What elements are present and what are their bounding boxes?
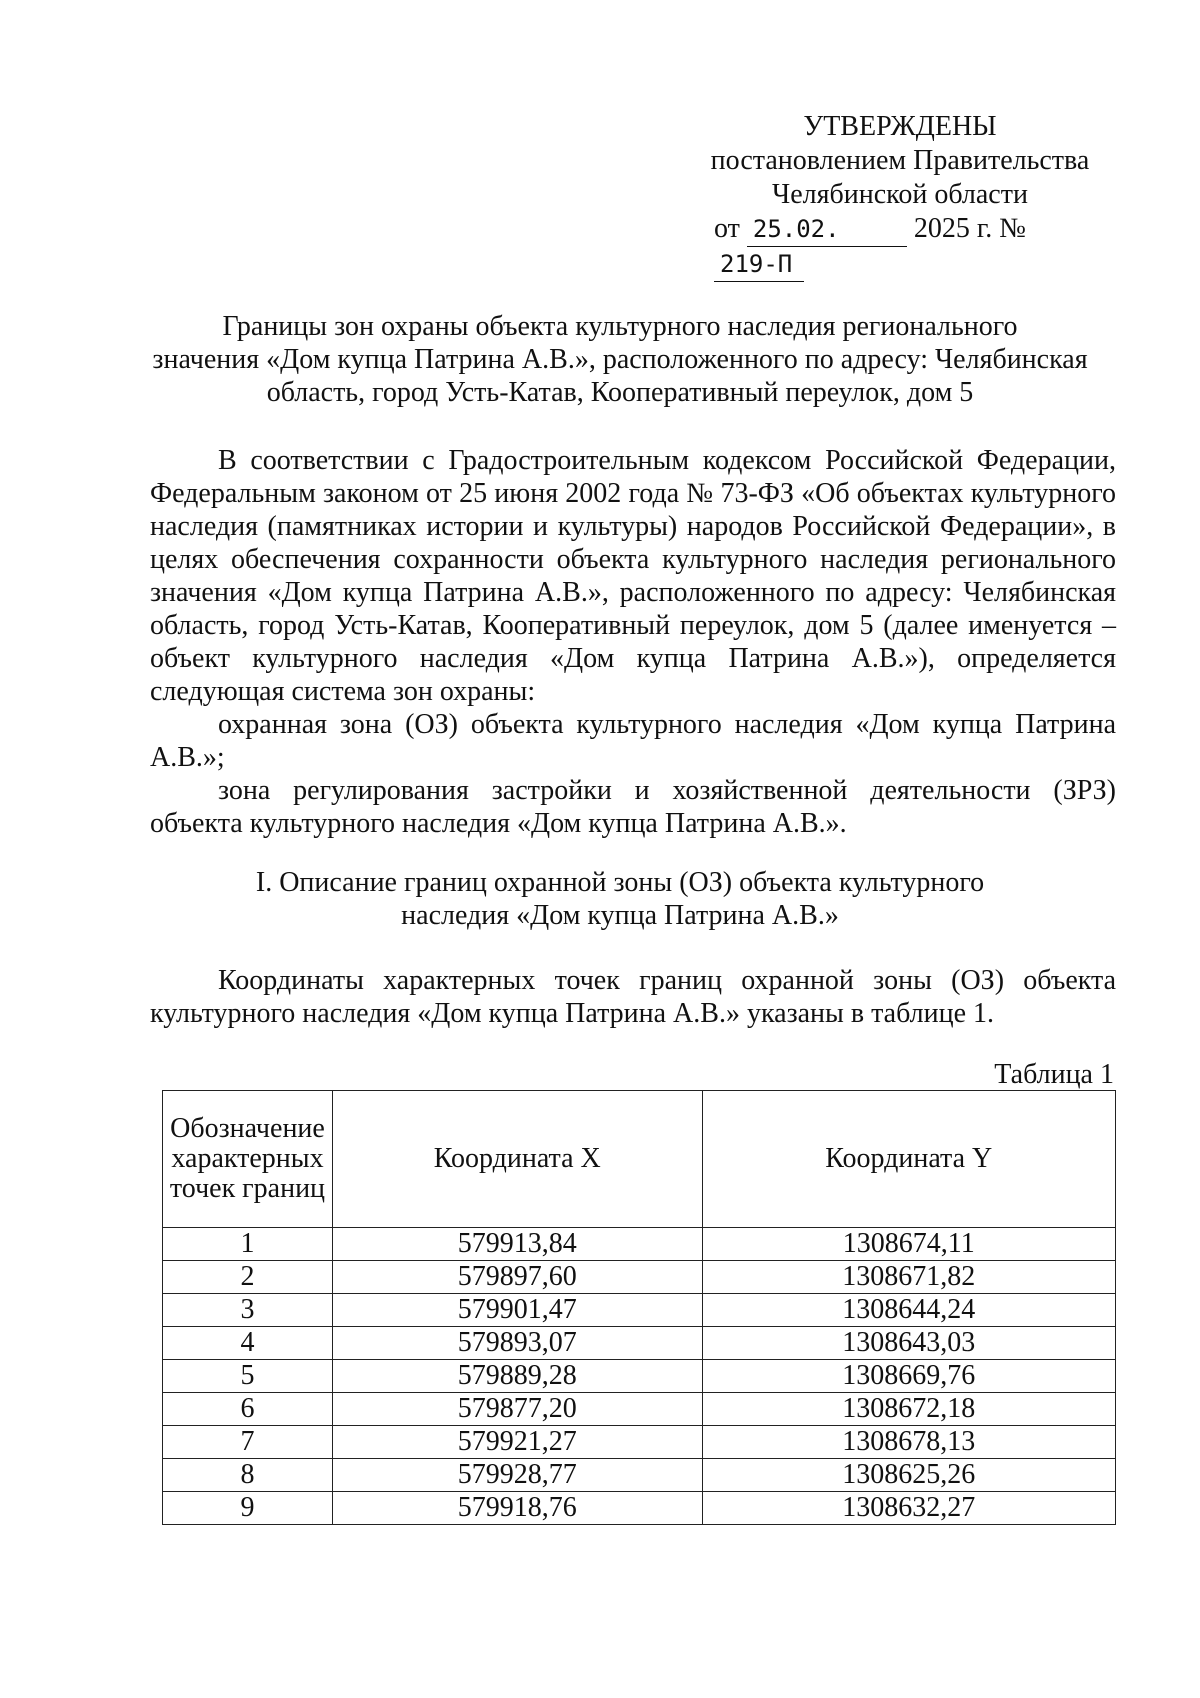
cell-point: 7: [163, 1426, 333, 1459]
cell-x: 579918,76: [332, 1492, 702, 1525]
approval-title: УТВЕРЖДЕНЫ: [803, 111, 997, 142]
table-row: [163, 1261, 1116, 1294]
coordinates-table: [162, 1090, 1116, 1525]
cell-y: 1308669,76: [702, 1360, 1115, 1393]
preamble-paragraph: В соответствии с Градостроительным кодексом Российской Федерации, Федеральным законом от 25 июня 2002 года № 73-ФЗ «Об объектах культурного наследия (памятниках истории и культуры) народов Российской Федерации», в целях обеспечения сохранности объекта культурного наследия регионального значения «Дом купца Патрина А.В.», расположенного по адресу: Челябинская область, город Усть-Катав, Кооперативный переулок, дом 5 (далее именуется – объект культурного наследия «Дом купца Патрина А.В.»), определяется следующая система зон охраны:: [150, 445, 1116, 707]
table-header-row: [163, 1091, 1116, 1228]
table-row: [163, 1459, 1116, 1492]
cell-point: 6: [163, 1393, 333, 1426]
approval-line-2: Челябинской области: [772, 179, 1028, 210]
cell-y: 1308625,26: [702, 1459, 1115, 1492]
document-title: [130, 310, 1110, 409]
table-row: [163, 1327, 1116, 1360]
section-1-intro: [150, 964, 1116, 1030]
title-line-2: значения «Дом купца Патрина А.В.», расположенного по адресу: Челябинская: [152, 344, 1088, 375]
cell-x: 579901,47: [332, 1294, 702, 1327]
approval-line-1: постановлением Правительства: [710, 145, 1090, 176]
table-row: [163, 1426, 1116, 1459]
cell-y: 1308678,13: [702, 1426, 1115, 1459]
header-x: Координата X: [332, 1091, 702, 1228]
approval-dateline: [690, 212, 1110, 282]
cell-x: 579928,77: [332, 1459, 702, 1492]
cell-point: 2: [163, 1261, 333, 1294]
date-prefix: от: [714, 213, 740, 244]
date-field: [747, 212, 907, 247]
year-label: 2025 г. №: [913, 213, 1026, 244]
table-row: [163, 1393, 1116, 1426]
cell-point: 4: [163, 1327, 333, 1360]
cell-y: 1308672,18: [702, 1393, 1115, 1426]
section-1-heading: [130, 866, 1110, 932]
table-row: [163, 1360, 1116, 1393]
cell-y: 1308632,27: [702, 1492, 1115, 1525]
approval-block: [690, 110, 1110, 282]
number-value: 219-П: [720, 250, 793, 278]
cell-x: 579921,27: [332, 1426, 702, 1459]
section-1-title-line-2: наследия «Дом купца Патрина А.В.»: [401, 900, 839, 931]
table-row: [163, 1294, 1116, 1327]
cell-y: 1308671,82: [702, 1261, 1115, 1294]
section-1-title-line-1: I. Описание границ охранной зоны (ОЗ) объекта культурного: [255, 867, 985, 898]
cell-x: 579877,20: [332, 1393, 702, 1426]
table-caption: Таблица 1: [994, 1059, 1114, 1090]
title-line-3: область, город Усть-Катав, Кооперативный переулок, дом 5: [266, 377, 974, 408]
zone-item-oz: охранная зона (ОЗ) объекта культурного наследия «Дом купца Патрина А.В.»;: [150, 709, 1116, 773]
table-row: [163, 1228, 1116, 1261]
cell-x: 579913,84: [332, 1228, 702, 1261]
cell-x: 579893,07: [332, 1327, 702, 1360]
zone-item-zrz: зона регулирования застройки и хозяйственной деятельности (ЗРЗ) объекта культурного наследия «Дом купца Патрина А.В.».: [150, 775, 1116, 839]
cell-point: 8: [163, 1459, 333, 1492]
cell-point: 5: [163, 1360, 333, 1393]
cell-y: 1308674,11: [702, 1228, 1115, 1261]
cell-x: 579897,60: [332, 1261, 702, 1294]
header-y: Координата Y: [702, 1091, 1115, 1228]
cell-point: 3: [163, 1294, 333, 1327]
table-intro-paragraph: Координаты характерных точек границ охранной зоны (ОЗ) объекта культурного наследия «Дом купца Патрина А.В.» указаны в таблице 1.: [150, 965, 1116, 1029]
title-line-1: Границы зон охраны объекта культурного наследия регионального: [222, 311, 1018, 342]
header-point: Обозначение характерных точек границ: [163, 1091, 333, 1228]
number-field: [714, 247, 804, 282]
cell-point: 1: [163, 1228, 333, 1261]
cell-y: 1308644,24: [702, 1294, 1115, 1327]
date-value: 25.02.: [752, 215, 840, 243]
cell-y: 1308643,03: [702, 1327, 1115, 1360]
preamble-block: [150, 444, 1116, 840]
table-row: [163, 1492, 1116, 1525]
cell-point: 9: [163, 1492, 333, 1525]
cell-x: 579889,28: [332, 1360, 702, 1393]
